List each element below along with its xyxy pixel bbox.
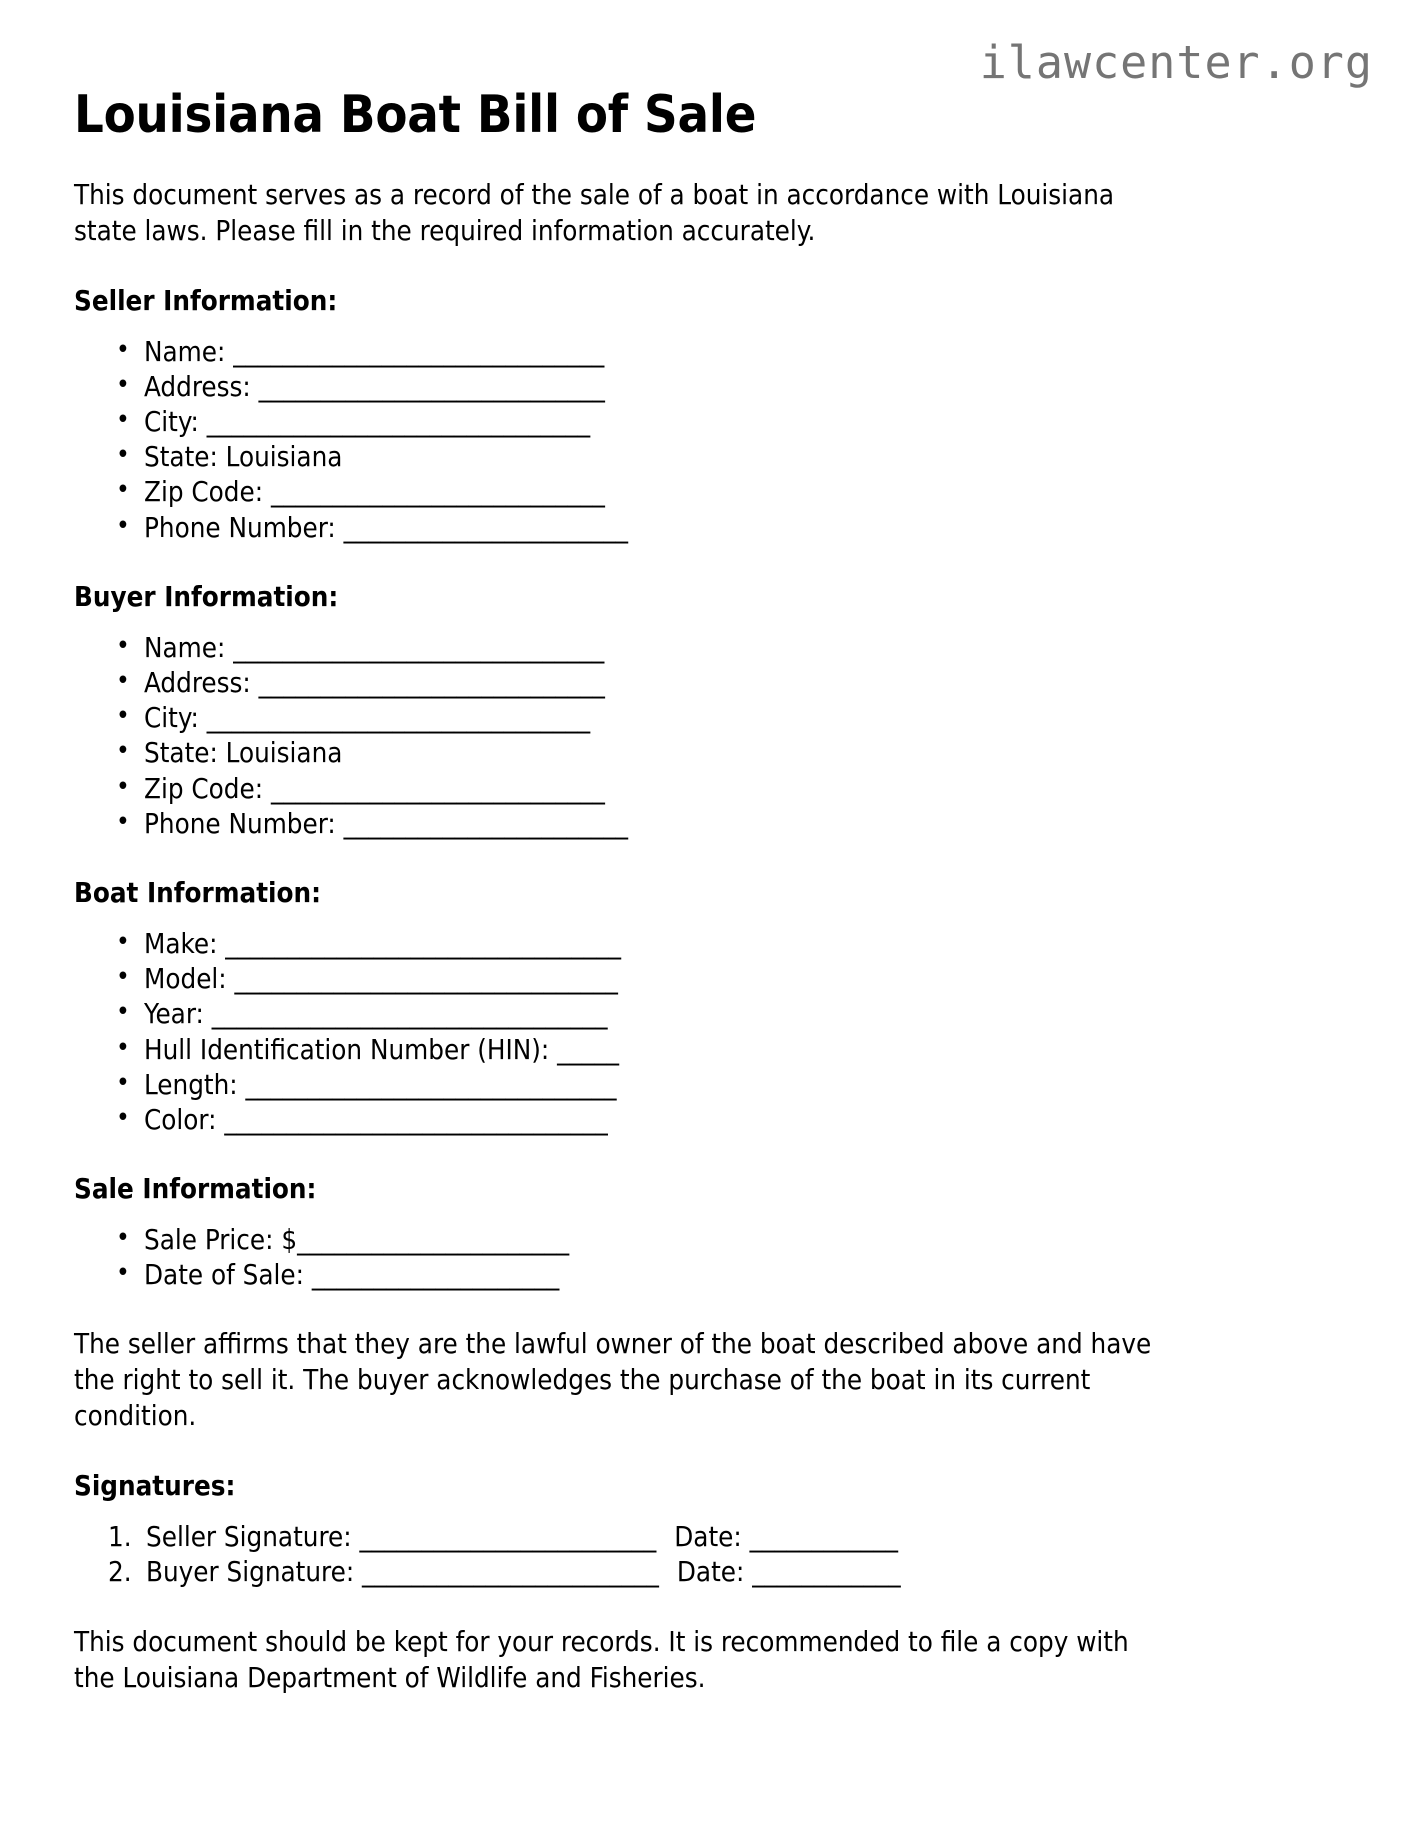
field-blank[interactable]: _______________________________ bbox=[224, 1103, 608, 1136]
field-label: Model: bbox=[144, 963, 235, 996]
list-item bbox=[114, 1033, 1336, 1068]
field-label: State: Louisiana bbox=[144, 441, 343, 474]
list-item bbox=[114, 1223, 1336, 1258]
field-label: City: bbox=[144, 406, 207, 439]
field-blank[interactable]: _____ bbox=[557, 1033, 619, 1066]
date-blank[interactable]: ____________ bbox=[749, 1520, 898, 1553]
affirmation-paragraph: The seller affirms that they are the lawful owner of the boat described above and have the right to sell it. The buyer acknowledges the purchase of the boat in its current condition. bbox=[74, 1328, 1152, 1432]
field-label: City: bbox=[144, 702, 207, 735]
field-blank[interactable]: _______________________________ bbox=[206, 406, 591, 439]
list-item bbox=[114, 1258, 1336, 1293]
field-label: Address: bbox=[144, 370, 259, 403]
list-item bbox=[114, 1103, 1336, 1138]
list-item bbox=[114, 405, 1336, 440]
field-label: Sale Price: $ bbox=[144, 1224, 298, 1257]
field-blank[interactable]: ______________________________ bbox=[233, 631, 605, 664]
list-item bbox=[114, 997, 1336, 1032]
field-blank[interactable]: ________________________________ bbox=[225, 927, 622, 960]
field-label: Color: bbox=[144, 1103, 225, 1136]
signature-blank[interactable]: ________________________ bbox=[362, 1556, 659, 1589]
sale-information-heading: Sale Information: bbox=[74, 1173, 317, 1206]
field-blank[interactable]: ___________________________ bbox=[270, 476, 605, 509]
field-label: Hull Identification Number (HIN): bbox=[144, 1033, 558, 1066]
field-blank[interactable]: ____________________ bbox=[311, 1259, 560, 1292]
boat-information-list bbox=[74, 927, 1336, 1138]
site-watermark: ilawcenter.org bbox=[979, 36, 1373, 89]
list-item bbox=[114, 666, 1336, 701]
field-blank[interactable]: ______________________________ bbox=[233, 335, 605, 368]
field-label: Phone Number: bbox=[144, 807, 344, 840]
date-label: Date: bbox=[674, 1520, 750, 1553]
sale-information-list bbox=[74, 1223, 1336, 1293]
list-item bbox=[114, 440, 1336, 475]
list-item bbox=[114, 736, 1336, 771]
field-label: Date of Sale: bbox=[144, 1259, 312, 1292]
list-item bbox=[114, 701, 1336, 736]
list-item bbox=[114, 962, 1336, 997]
list-item bbox=[108, 1555, 1336, 1591]
field-blank[interactable]: ______________________ bbox=[297, 1224, 570, 1257]
signature-label: Seller Signature: bbox=[146, 1520, 360, 1553]
list-item bbox=[114, 927, 1336, 962]
list-item bbox=[114, 1068, 1336, 1103]
list-item bbox=[114, 335, 1336, 370]
signatures-list bbox=[74, 1520, 1336, 1592]
list-item bbox=[108, 1520, 1336, 1556]
field-label: Length: bbox=[144, 1068, 246, 1101]
field-label: Address: bbox=[144, 667, 259, 700]
field-label: Make: bbox=[144, 927, 226, 960]
page-title: Louisiana Boat Bill of Sale bbox=[74, 85, 757, 145]
list-item bbox=[114, 631, 1336, 666]
list-item bbox=[114, 772, 1336, 807]
closing-paragraph: This document should be kept for your records. It is recommended to file a copy with the Louisiana Department of Wildlife and Fisheries. bbox=[74, 1626, 1129, 1694]
field-blank[interactable]: _______________________ bbox=[343, 807, 629, 840]
signature-blank[interactable]: ________________________ bbox=[359, 1520, 657, 1553]
field-blank[interactable]: ___________________________ bbox=[270, 772, 605, 805]
field-label: Year: bbox=[144, 998, 212, 1031]
list-item bbox=[114, 370, 1336, 405]
boat-information-heading: Boat Information: bbox=[74, 876, 322, 909]
field-blank[interactable]: _______________________________ bbox=[206, 702, 591, 735]
list-item bbox=[114, 511, 1336, 546]
seller-information-list bbox=[74, 335, 1336, 546]
date-label: Date: bbox=[676, 1556, 753, 1589]
seller-information-heading: Seller Information: bbox=[74, 284, 338, 317]
list-item bbox=[114, 807, 1336, 842]
field-label: Phone Number: bbox=[144, 511, 344, 544]
field-blank[interactable]: ____________________________ bbox=[258, 370, 605, 403]
field-blank[interactable]: _______________________________ bbox=[234, 963, 618, 996]
field-label: Name: bbox=[144, 631, 234, 664]
field-label: Zip Code: bbox=[144, 772, 271, 805]
field-label: Name: bbox=[144, 335, 234, 368]
intro-paragraph: This document serves as a record of the sale of a boat in accordance with Louisiana state laws. Please fill in the required information accurately. bbox=[74, 179, 1115, 247]
field-label: State: Louisiana bbox=[144, 737, 343, 770]
document-content bbox=[74, 86, 1336, 1697]
field-blank[interactable]: _______________________ bbox=[343, 511, 629, 544]
buyer-information-heading: Buyer Information: bbox=[74, 580, 339, 613]
signature-label: Buyer Signature: bbox=[146, 1556, 363, 1589]
list-item bbox=[114, 475, 1336, 510]
signatures-heading: Signatures: bbox=[74, 1469, 236, 1502]
field-label: Zip Code: bbox=[144, 476, 271, 509]
date-blank[interactable]: ____________ bbox=[752, 1556, 901, 1589]
field-blank[interactable]: ________________________________ bbox=[211, 998, 608, 1031]
field-blank[interactable]: ______________________________ bbox=[245, 1068, 617, 1101]
buyer-information-list bbox=[74, 631, 1336, 842]
field-blank[interactable]: ____________________________ bbox=[258, 667, 605, 700]
